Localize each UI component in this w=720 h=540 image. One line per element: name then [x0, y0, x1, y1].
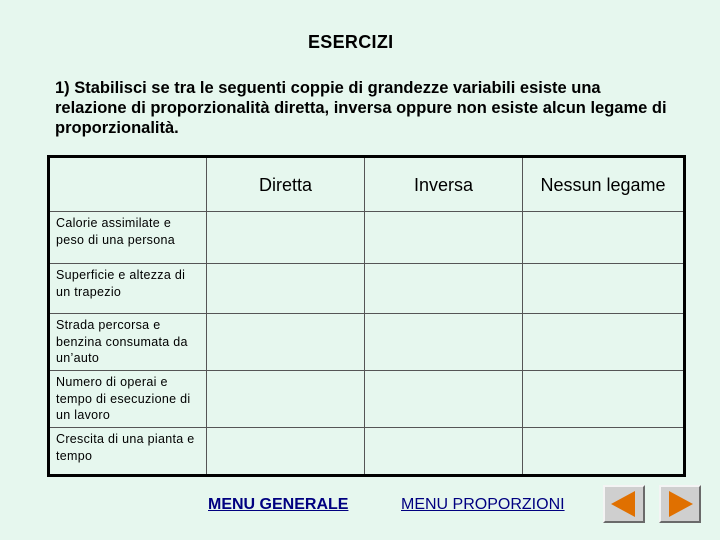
exercise-question: 1) Stabilisci se tra le seguenti coppie di grandezze variabili esiste una relazione di proporzionalità diretta, inversa oppure non esiste alcun legame di proporzionalità.	[55, 79, 667, 137]
triangle-right-icon	[661, 487, 699, 521]
table-header-nessun-legame: Nessun legame	[523, 157, 685, 212]
table-header-inversa: Inversa	[365, 157, 523, 212]
answer-cell-diretta[interactable]	[207, 371, 365, 428]
row-label: Crescita di una pianta e tempo	[49, 428, 207, 476]
answer-cell-diretta[interactable]	[207, 212, 365, 264]
triangle-left-icon	[605, 487, 643, 521]
row-label: Numero di operai e tempo di esecuzione di un lavoro	[49, 371, 207, 428]
answer-cell-nessun-legame[interactable]	[523, 314, 685, 371]
answer-cell-inversa[interactable]	[365, 264, 523, 314]
row-label: Superficie e altezza di un trapezio	[49, 264, 207, 314]
page-title: ESERCIZI	[308, 32, 394, 52]
answer-cell-inversa[interactable]	[365, 371, 523, 428]
table-row	[49, 314, 685, 371]
next-button[interactable]	[659, 485, 701, 523]
table-header-diretta: Diretta	[207, 157, 365, 212]
answer-cell-nessun-legame[interactable]	[523, 264, 685, 314]
row-label: Strada percorsa e benzina consumata da un’auto	[49, 314, 207, 371]
table-header-empty	[49, 157, 207, 212]
table-header-row	[49, 157, 685, 212]
answer-cell-diretta[interactable]	[207, 428, 365, 476]
answer-cell-diretta[interactable]	[207, 264, 365, 314]
row-label: Calorie assimilate e peso di una persona	[49, 212, 207, 264]
menu-generale-link[interactable]: MENU GENERALE	[208, 496, 349, 513]
answer-cell-nessun-legame[interactable]	[523, 428, 685, 476]
answer-cell-nessun-legame[interactable]	[523, 371, 685, 428]
exercise-table	[47, 155, 686, 477]
menu-proporzioni-link[interactable]: MENU PROPORZIONI	[401, 496, 565, 513]
table-row	[49, 264, 685, 314]
answer-cell-inversa[interactable]	[365, 428, 523, 476]
previous-button[interactable]	[603, 485, 645, 523]
table-row	[49, 371, 685, 428]
answer-cell-inversa[interactable]	[365, 212, 523, 264]
answer-cell-inversa[interactable]	[365, 314, 523, 371]
answer-cell-diretta[interactable]	[207, 314, 365, 371]
answer-cell-nessun-legame[interactable]	[523, 212, 685, 264]
table-row	[49, 212, 685, 264]
table-row	[49, 428, 685, 476]
